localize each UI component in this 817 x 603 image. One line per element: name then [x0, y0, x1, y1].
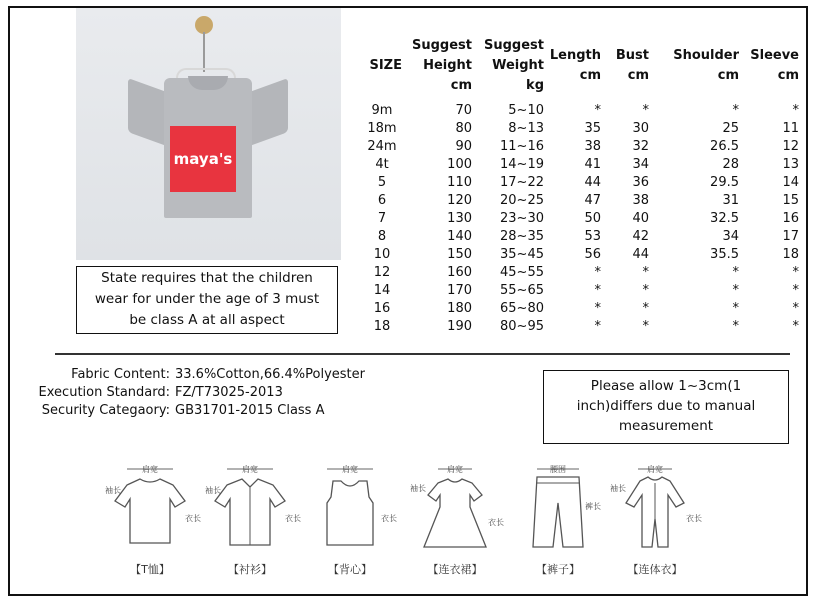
header-shoulder: Shoulder cm — [673, 48, 739, 83]
logo-text: maya's — [173, 150, 233, 168]
diagram-caption: 【背心】 — [328, 563, 372, 576]
table-cell: 14~19 — [500, 157, 544, 172]
shirt-logo — [170, 126, 236, 192]
table-cell: 56 — [584, 247, 601, 262]
table-cell: 8~13 — [508, 121, 544, 136]
table-cell: 20~25 — [500, 193, 544, 208]
table-cell: 4t — [375, 157, 389, 172]
table-row — [362, 120, 799, 138]
table-cell: 35.5 — [710, 247, 739, 262]
note-line: State requires that the children — [101, 270, 313, 286]
svg-text:衣长: 衣长 — [185, 514, 201, 523]
table-cell: 45~55 — [500, 265, 544, 280]
table-cell: 6 — [377, 193, 387, 208]
table-cell: 12 — [782, 139, 799, 154]
header-weight: Suggest Weight kg — [484, 38, 544, 93]
table-cell: 9m — [371, 103, 393, 118]
table-cell: 25 — [722, 121, 739, 136]
table-cell: * — [732, 301, 739, 316]
table-cell: 80 — [455, 121, 472, 136]
table-cell: 28~35 — [500, 229, 544, 244]
table-cell: 35 — [584, 121, 601, 136]
security-category-label: Security Categaory: — [41, 403, 170, 418]
table-cell: 32.5 — [710, 211, 739, 226]
table-cell: * — [594, 319, 601, 334]
fabric-content-value: 33.6%Cotton,66.4%Polyester — [175, 367, 365, 382]
table-cell: 16 — [782, 211, 799, 226]
dress-diagram — [410, 463, 504, 583]
product-photo — [76, 8, 341, 260]
table-cell: 5 — [377, 175, 387, 190]
table-row — [362, 138, 799, 156]
table-row — [362, 174, 799, 192]
table-cell: 38 — [584, 139, 601, 154]
svg-text:袖长: 袖长 — [205, 486, 221, 495]
table-cell: 29.5 — [710, 175, 739, 190]
romper-diagram — [610, 463, 700, 583]
svg-text:肩宽: 肩宽 — [342, 465, 358, 474]
svg-text:肩宽: 肩宽 — [142, 465, 158, 474]
table-cell: 34 — [722, 229, 739, 244]
header-size: SIZE — [369, 58, 402, 73]
table-cell: 26.5 — [710, 139, 739, 154]
diagram-caption: 【裤子】 — [536, 563, 580, 576]
table-row — [362, 264, 799, 282]
table-cell: 15 — [782, 193, 799, 208]
table-cell: * — [642, 301, 649, 316]
header-height: Suggest Height cm — [412, 38, 472, 93]
table-cell: 40 — [632, 211, 649, 226]
allowance-line: Please allow 1~3cm(1 — [590, 378, 742, 394]
table-cell: * — [642, 283, 649, 298]
table-cell: 31 — [722, 193, 739, 208]
table-cell: 17~22 — [500, 175, 544, 190]
table-cell: 160 — [447, 265, 472, 280]
table-cell: 80~95 — [500, 319, 544, 334]
diagram-caption: 【衬衫】 — [228, 563, 272, 576]
diagram-caption: 【连衣裙】 — [427, 563, 483, 576]
allowance-line: measurement — [618, 418, 714, 434]
table-cell: * — [732, 265, 739, 280]
svg-text:腰围: 腰围 — [550, 465, 566, 474]
table-cell: 50 — [584, 211, 601, 226]
svg-text:衣长: 衣长 — [285, 514, 301, 523]
svg-text:袖长: 袖长 — [410, 484, 426, 493]
header-bust: Bust cm — [615, 48, 649, 83]
table-cell: 130 — [447, 211, 472, 226]
table-cell: 8 — [377, 229, 387, 244]
table-cell: 90 — [455, 139, 472, 154]
table-cell: 35~45 — [500, 247, 544, 262]
measurement-allowance-note — [543, 370, 789, 444]
note-line: wear for under the age of 3 must — [94, 291, 320, 307]
table-cell: * — [732, 103, 739, 118]
table-cell: 55~65 — [500, 283, 544, 298]
table-row — [362, 210, 799, 228]
table-cell: * — [732, 319, 739, 334]
table-cell: 53 — [584, 229, 601, 244]
table-cell: * — [792, 319, 799, 334]
shirt-diagram — [205, 463, 301, 583]
table-cell: 41 — [584, 157, 601, 172]
table-cell: 12 — [373, 265, 391, 280]
table-row — [362, 318, 799, 336]
table-cell: 10 — [373, 247, 391, 262]
note-line: be class A at all aspect — [129, 312, 285, 328]
table-cell: 5~10 — [508, 103, 544, 118]
table-cell: * — [792, 301, 799, 316]
table-row — [362, 246, 799, 264]
size-table — [362, 36, 799, 336]
table-cell: 14 — [782, 175, 799, 190]
divider — [55, 353, 790, 355]
table-cell: * — [594, 103, 601, 118]
table-cell: 28 — [722, 157, 739, 172]
table-cell: * — [792, 283, 799, 298]
header-length: Length cm — [549, 48, 601, 83]
table-cell: 18 — [373, 319, 391, 334]
svg-text:肩宽: 肩宽 — [647, 465, 663, 474]
table-cell: 30 — [632, 121, 649, 136]
table-cell: 44 — [632, 247, 649, 262]
svg-text:衣长: 衣长 — [686, 514, 702, 523]
table-cell: * — [594, 301, 601, 316]
table-row — [362, 228, 799, 246]
table-row — [362, 192, 799, 210]
table-cell: 11~16 — [500, 139, 544, 154]
size-table-body — [362, 102, 799, 336]
svg-text:衣长: 衣长 — [381, 514, 397, 523]
execution-standard-value: FZ/T73025-2013 — [175, 385, 283, 400]
table-cell: 47 — [584, 193, 601, 208]
measurement-diagrams — [105, 463, 705, 583]
pants-diagram — [513, 463, 603, 583]
diagram-caption: 【T恤】 — [130, 563, 170, 576]
table-row — [362, 156, 799, 174]
allowance-line: inch)differs due to manual — [576, 398, 756, 414]
table-cell: 32 — [632, 139, 649, 154]
header-sleeve: Sleeve cm — [750, 48, 799, 83]
table-cell: 16 — [373, 301, 391, 316]
table-cell: 23~30 — [500, 211, 544, 226]
table-cell: 18 — [782, 247, 799, 262]
hanger-wire — [203, 32, 205, 72]
table-row — [362, 300, 799, 318]
table-cell: 18m — [367, 121, 397, 136]
table-cell: 13 — [782, 157, 799, 172]
table-cell: 180 — [447, 301, 472, 316]
diagram-caption: 【连体衣】 — [627, 563, 683, 576]
table-cell: 190 — [447, 319, 472, 334]
security-category-value: GB31701-2015 Class A — [175, 403, 325, 418]
table-cell: 110 — [447, 175, 472, 190]
table-cell: * — [594, 265, 601, 280]
age-requirement-note — [76, 266, 338, 334]
svg-text:裤长: 裤长 — [585, 502, 601, 511]
svg-text:肩宽: 肩宽 — [447, 465, 463, 474]
table-cell: 36 — [632, 175, 649, 190]
table-cell: 100 — [447, 157, 472, 172]
table-cell: 7 — [377, 211, 387, 226]
table-cell: * — [792, 103, 799, 118]
table-cell: * — [594, 283, 601, 298]
table-cell: 17 — [782, 229, 799, 244]
table-cell: 42 — [632, 229, 649, 244]
svg-text:衣长: 衣长 — [488, 518, 504, 527]
table-cell: 65~80 — [500, 301, 544, 316]
table-row — [362, 282, 799, 300]
tshirt-diagram — [105, 463, 201, 583]
table-cell: 38 — [632, 193, 649, 208]
table-cell: 140 — [447, 229, 472, 244]
table-cell: * — [642, 319, 649, 334]
table-cell: 24m — [367, 139, 397, 154]
execution-standard-label: Execution Standard: — [38, 385, 170, 400]
table-cell: * — [792, 265, 799, 280]
svg-text:袖长: 袖长 — [105, 486, 121, 495]
table-cell: 150 — [447, 247, 472, 262]
table-cell: 11 — [782, 121, 799, 136]
table-cell: * — [642, 265, 649, 280]
svg-text:肩宽: 肩宽 — [242, 465, 258, 474]
table-cell: * — [732, 283, 739, 298]
table-header-row — [362, 36, 799, 96]
table-row — [362, 102, 799, 120]
table-cell: 170 — [447, 283, 472, 298]
svg-text:袖长: 袖长 — [610, 484, 626, 493]
vest-diagram — [305, 463, 395, 583]
table-cell: 34 — [632, 157, 649, 172]
size-chart-frame — [8, 6, 808, 596]
table-cell: 70 — [455, 103, 472, 118]
table-cell: 14 — [373, 283, 391, 298]
table-cell: * — [642, 103, 649, 118]
table-cell: 120 — [447, 193, 472, 208]
fabric-content-label: Fabric Content: — [71, 367, 170, 382]
table-cell: 44 — [584, 175, 601, 190]
